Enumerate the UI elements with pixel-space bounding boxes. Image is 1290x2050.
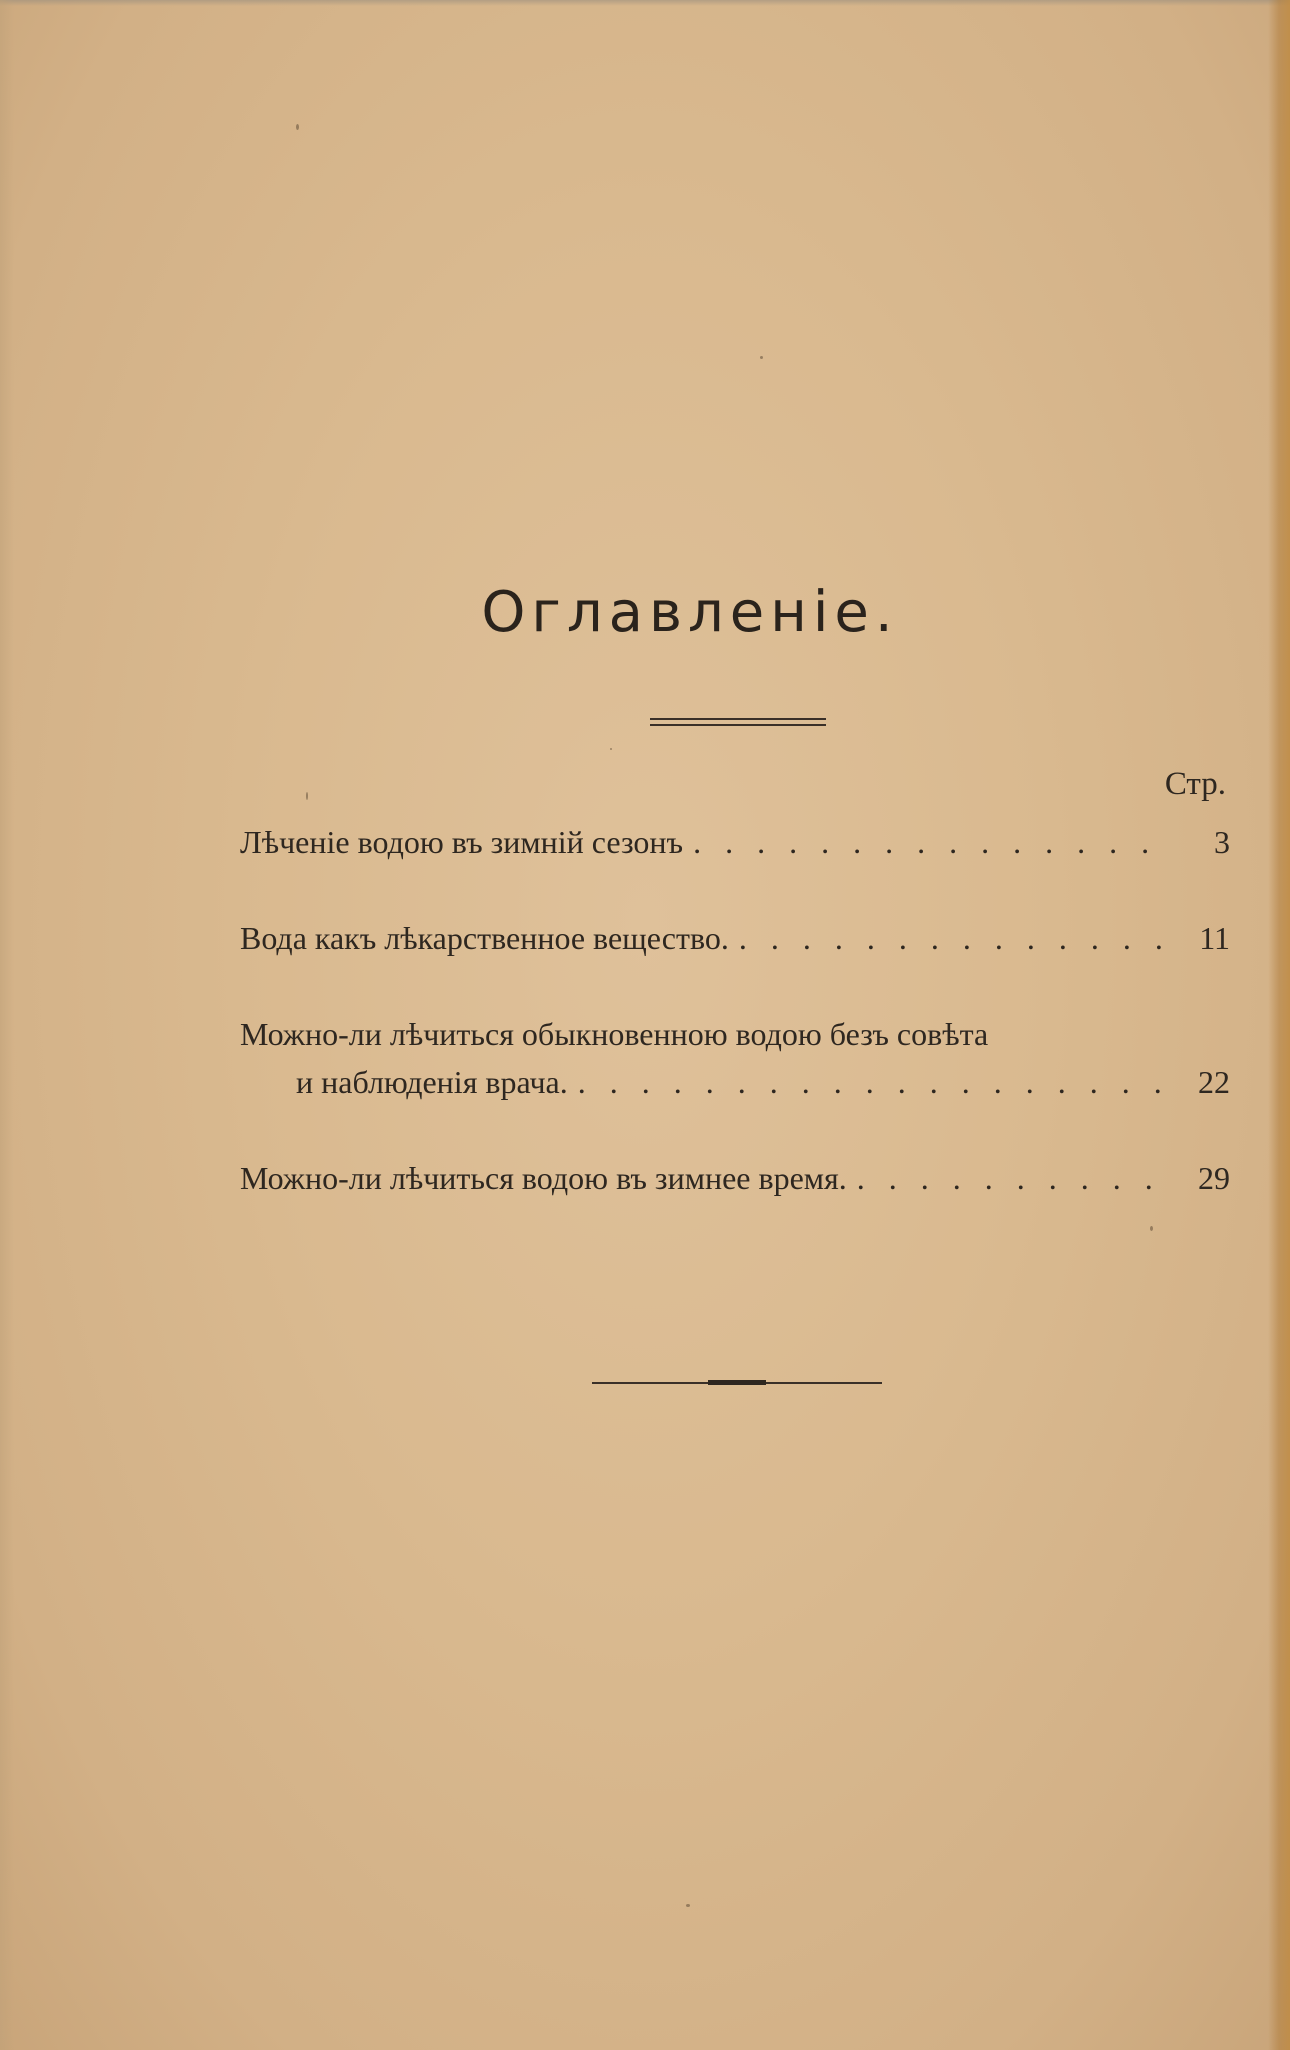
title-double-rule bbox=[650, 718, 826, 728]
paper-speck bbox=[296, 124, 299, 130]
toc-entry bbox=[240, 1154, 1230, 1202]
toc-entry bbox=[240, 818, 1230, 866]
table-of-contents bbox=[240, 818, 1230, 1250]
rule-line bbox=[650, 718, 826, 720]
closing-ornament-rule bbox=[592, 1380, 882, 1386]
dot-leader bbox=[729, 914, 1170, 962]
toc-entry-title: Можно-ли лѣчиться обыкновенною водою безъ совѣта bbox=[240, 1016, 989, 1052]
toc-entry-line bbox=[240, 818, 1230, 866]
rule-line bbox=[650, 724, 826, 726]
rule-center-bar bbox=[708, 1380, 766, 1385]
page-top-edge bbox=[0, 0, 1290, 6]
toc-entry-title-continuation: и наблюденія врача. bbox=[296, 1064, 568, 1100]
page-left-edge bbox=[0, 0, 14, 2050]
toc-entry-page: 11 bbox=[1199, 920, 1230, 956]
paper-speck bbox=[610, 748, 612, 750]
paper-speck bbox=[760, 356, 763, 359]
dot-leader bbox=[847, 1154, 1170, 1202]
page-title: Оглавленіе. bbox=[481, 580, 899, 645]
toc-entry-page: 3 bbox=[1214, 824, 1230, 860]
toc-entry-line bbox=[240, 1058, 1230, 1106]
toc-entry-line bbox=[240, 1010, 1230, 1058]
toc-entry-page: 22 bbox=[1198, 1064, 1230, 1100]
toc-entry-title: Можно-ли лѣчиться водою въ зимнее время. bbox=[240, 1160, 847, 1196]
toc-entry-title: Вода какъ лѣкарственное вещество. bbox=[240, 920, 729, 956]
toc-entry-line bbox=[240, 1154, 1230, 1202]
page-column-header: Стр. bbox=[1164, 766, 1226, 802]
paper-speck bbox=[686, 1904, 690, 1907]
dot-leader bbox=[683, 818, 1170, 866]
dot-leader bbox=[568, 1058, 1170, 1106]
page-binding-edge bbox=[1268, 0, 1290, 2050]
toc-entry-line bbox=[240, 914, 1230, 962]
toc-entry bbox=[240, 1010, 1230, 1106]
toc-entry-title: Лѣченіе водою въ зимній сезонъ bbox=[240, 824, 684, 860]
toc-entry bbox=[240, 914, 1230, 962]
toc-entry-page: 29 bbox=[1198, 1160, 1230, 1196]
paper-speck bbox=[306, 792, 308, 800]
